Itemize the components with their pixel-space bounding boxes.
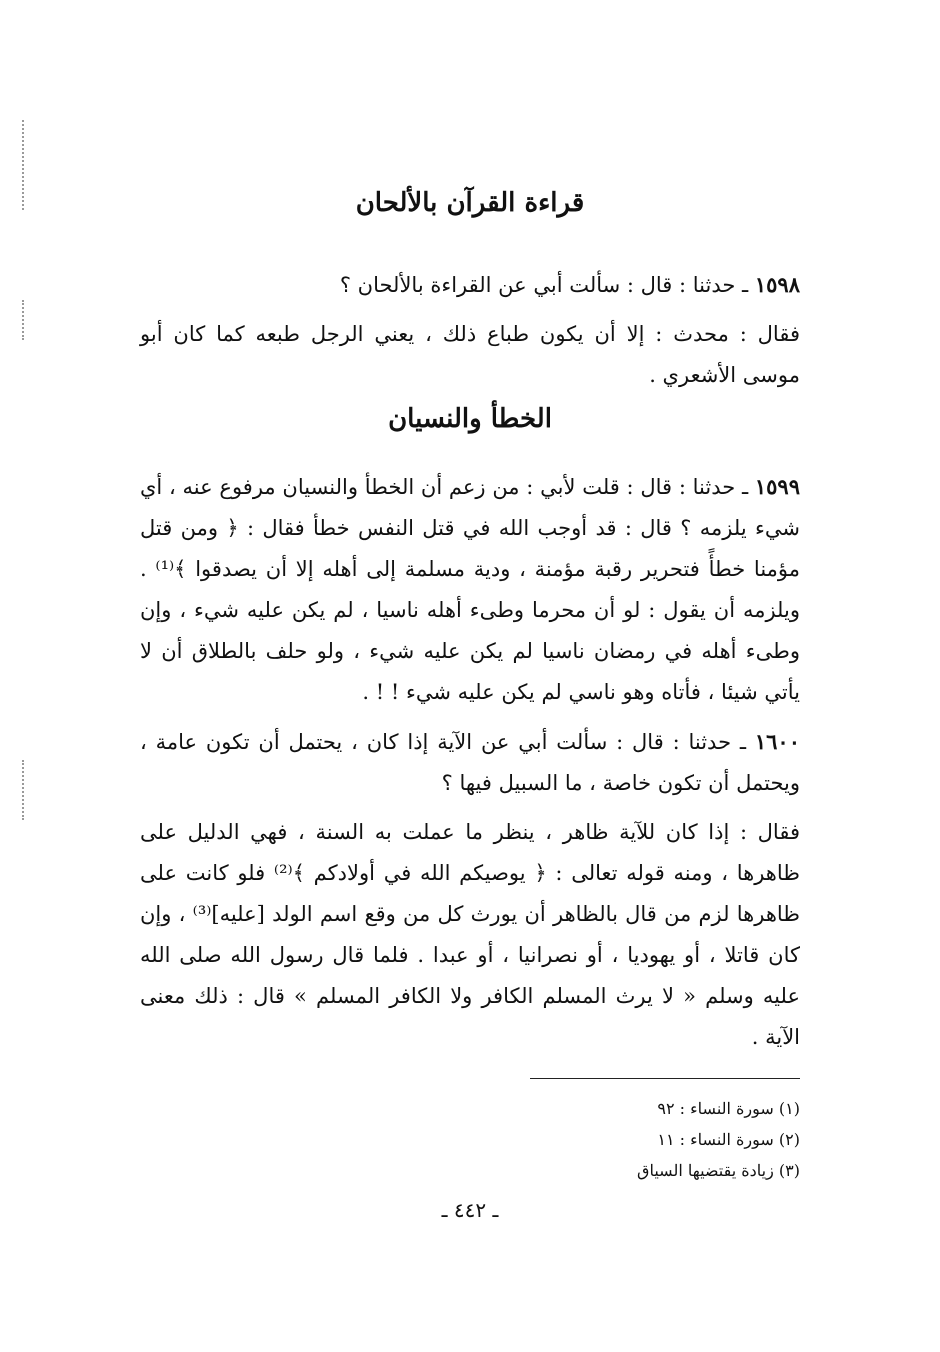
section-heading-melodies: قراءة القرآن بالألحان: [355, 188, 585, 218]
footnote-1: (١) سورة النساء : ٩٢: [657, 1099, 800, 1118]
section-heading-error-forgetfulness: الخطأ والنسيان: [388, 404, 552, 434]
scan-edge-line-lower: [22, 760, 24, 820]
hadith-number-1600: ١٦٠٠: [754, 729, 800, 754]
scan-edge-line-middle: [22, 300, 24, 340]
scan-edge-line-top: [22, 120, 24, 210]
paragraph-1598-answer: فقال : محدث : إلا أن يكون طباع ذلك ، يعني الرجل طبعه كما كان أبو موسى الأشعري .: [140, 322, 800, 387]
paragraph-1600: [140, 721, 800, 804]
page-number: ـ ٤٤٢ ـ: [441, 1198, 499, 1222]
page-body: [140, 170, 800, 1186]
paragraph-1600-answer: فقال : إذا كان للآية ظاهر ، ينظر ما عملت به السنة ، فهي الدليل على ظاهرها ، ومنه قوله تعالى : ﴿ يوصيكم الله في أولادكم ﴾⁽²⁾ فلو كانت على ظاهرها لزم من قال بالظاهر أن يورث كل من وقع اسم الولد [عليه]⁽³⁾ ، وإن كان قاتلا ، أو يهوديا ، أو نصرانيا ، أو عبدا . فلما قال رسول الله صلى الله عليه وسلم « لا يرث المسلم الكافر ولا الكافر المسلم » قال : ذلك معنى الآية .: [140, 820, 801, 1049]
footnote-3: (٣) زيادة يقتضيها السياق: [637, 1161, 800, 1180]
paragraph-1598-text: ـ حدثنا : قال : سألت أبي عن القراءة بالألحان ؟: [339, 273, 755, 297]
footnotes: [530, 1078, 800, 1186]
paragraph-1599-text: ـ حدثنا : قال : قلت لأبي : من زعم أن الخطأ والنسيان مرفوع عنه ، أي شيء يلزمه ؟ قال : قد أوجب الله في قتل النفس خطأ فقال : ﴿ ومن قتل مؤمنا خطأً فتحرير رقبة مؤمنة ، ودية مسلمة إلى أهله إلا أن يصدقوا ﴾⁽¹⁾ . ويلزمه أن يقول : لو أن محرما وطىء أهله ناسيا ، لم يكن عليه شيء ، وإن وطىء أهله في رمضان ناسيا لم يكن عليه شيء ، ولو حلف بالطلاق أن لا يأتي شيئا ، فأتاه وهو ناسي لم يكن عليه شيء ! ! .: [140, 475, 801, 704]
paragraph-1598: [140, 264, 800, 306]
hadith-number-1598: ١٥٩٨: [754, 272, 800, 297]
paragraph-1600-text: ـ حدثنا : قال : سألت أبي عن الآية إذا كان ، يحتمل أن تكون عامة ، ويحتمل أن تكون خاصة ، ما السبيل فيها ؟: [140, 730, 800, 795]
footnote-2: (٢) سورة النساء : ١١: [657, 1130, 800, 1149]
paragraph-1599: [140, 466, 800, 713]
hadith-number-1599: ١٥٩٩: [754, 474, 800, 499]
